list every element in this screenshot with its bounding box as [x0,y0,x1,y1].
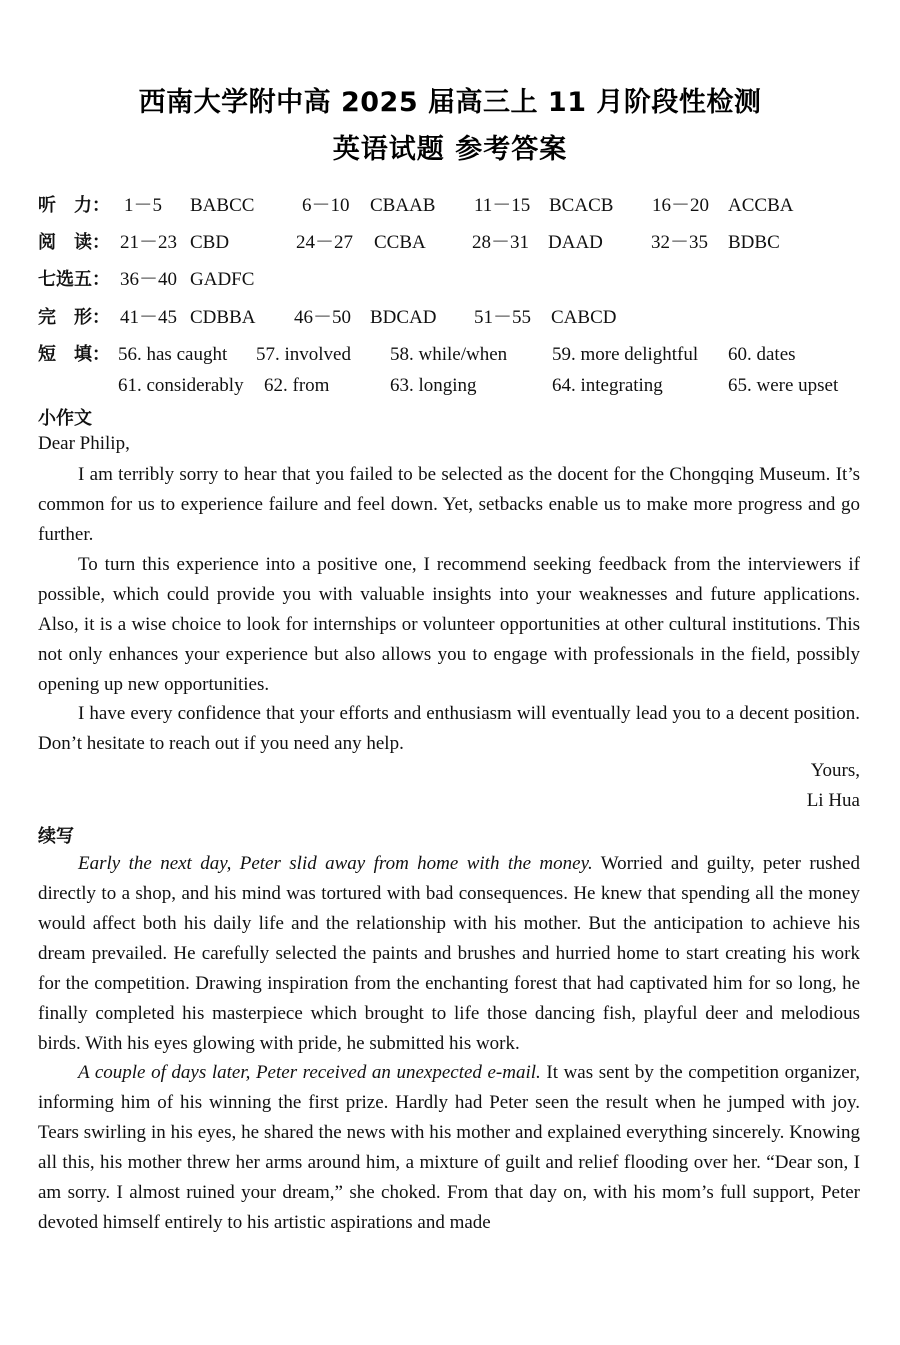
answer-letters: CCBA [374,232,426,253]
fill-answer: 58. while/when [390,344,508,365]
answer-letters: GADFC [190,269,255,290]
answer-letters: BDBC [728,232,780,253]
answer-letters: BABCC [190,195,255,216]
paragraph-lead: Early the next day, Peter slid away from home with the money. [78,853,593,874]
answer-range: 16－20 [652,195,710,216]
section-heading-essay: 小作文 [38,408,92,429]
answer-range: 28－31 [472,232,530,253]
essay-salutation: Dear Philip, [38,433,130,454]
answer-range: 11－15 [474,195,531,216]
answer-letters: CBAAB [370,195,436,216]
document-title: 西南大学附中高 2025 届高三上 11 月阶段性检测 [138,87,762,118]
answer-range: 46－50 [294,307,352,328]
continuation-paragraph [38,1058,860,1238]
answer-range: 36－40 [120,269,178,290]
category-label: 听 力： [38,195,110,216]
answer-letters: ACCBA [728,195,794,216]
paragraph-lead: A couple of days later, Peter received an unexpected e-mail. [78,1062,541,1083]
fill-answer: 65. were upset [728,375,839,396]
answer-letters: BDCAD [370,307,437,328]
fill-answer: 59. more delightful [552,344,699,365]
answer-range: 24－27 [296,232,354,253]
fill-answer: 61. considerably [118,375,244,396]
document-subtitle: 英语试题 参考答案 [332,134,568,165]
essay-paragraph: I have every confidence that your efforts and enthusiasm will eventually lead you to a decent position. Don’t hesitate to reach out if you need any help. [38,703,860,754]
essay-paragraph: To turn this experience into a positive one, I recommend seeking feedback from the interviewers if possible, which could provide you with valuable insights into your weaknesses and future applications. Also, it is a wise choice to look for internships or volunteer opportunities at other cultural institutions. This not only enhances your experience but also allows you to engage with professionals in the field, possibly opening up new opportunities. [38,554,860,695]
answer-range: 6－10 [302,195,350,216]
section-heading-continuation: 续写 [38,826,74,847]
paragraph-body: Worried and guilty, peter rushed directly to a shop, and his mind was tortured with bad consequences. He knew that spending all the money would affect both his daily life and the relationship with his mother. But the anticipation to achieve his dream prevailed. He carefully selected the paints and brushes and hurried home to start creating his work for the competition. Drawing inspiration from the enchanting forest that had captivated him for so long, he finally completed his masterpiece which brought to life those dancing fish, playful deer and melodious birds. With his eyes glowing with pride, he submitted his work. [38,853,860,1054]
answer-letters: DAAD [548,232,603,253]
essay-signature: Li Hua [806,790,860,811]
answer-letters: CABCD [551,307,617,328]
answer-letters: BCACB [549,195,614,216]
category-label: 完 形： [38,307,110,328]
answer-range: 21－23 [120,232,178,253]
category-label: 七选五： [38,269,110,290]
essay-paragraph: I am terribly sorry to hear that you failed to be selected as the docent for the Chongqing Museum. It’s common for us to experience failure and feel down. Yet, setbacks enable us to make more progress and go further. [38,464,860,545]
fill-answer: 62. from [264,375,330,396]
fill-answer: 56. has caught [118,344,228,365]
answer-range: 41－45 [120,307,178,328]
answer-range: 1－5 [124,195,163,216]
category-label: 阅 读： [38,232,110,253]
fill-answer: 63. longing [390,375,477,396]
answer-range: 32－35 [651,232,709,253]
fill-answer: 64. integrating [552,375,663,396]
answer-letters: CBD [190,232,230,253]
continuation-paragraph [38,849,860,1059]
category-label: 短 填： [38,344,110,365]
fill-answer: 57. involved [256,344,351,365]
answer-range: 51－55 [474,307,532,328]
fill-answer: 60. dates [728,344,796,365]
answer-letters: CDBBA [190,307,256,328]
essay-closing: Yours, [810,760,860,781]
paragraph-body: It was sent by the competition organizer, informing him of his winning the first prize. Hardly had Peter seen the result when he jumped with joy. Tears swirling in his eyes, he shared the news with his mother and explained everything sincerely. Knowing all this, his mother threw her arms around him, a mixture of guilt and relief flooding over her. “Dear son, I am sorry. I almost ruined your dream,” she choked. From that day on, with his mom’s full support, Peter devoted himself entirely to his artistic aspirations and made [38,1062,860,1233]
